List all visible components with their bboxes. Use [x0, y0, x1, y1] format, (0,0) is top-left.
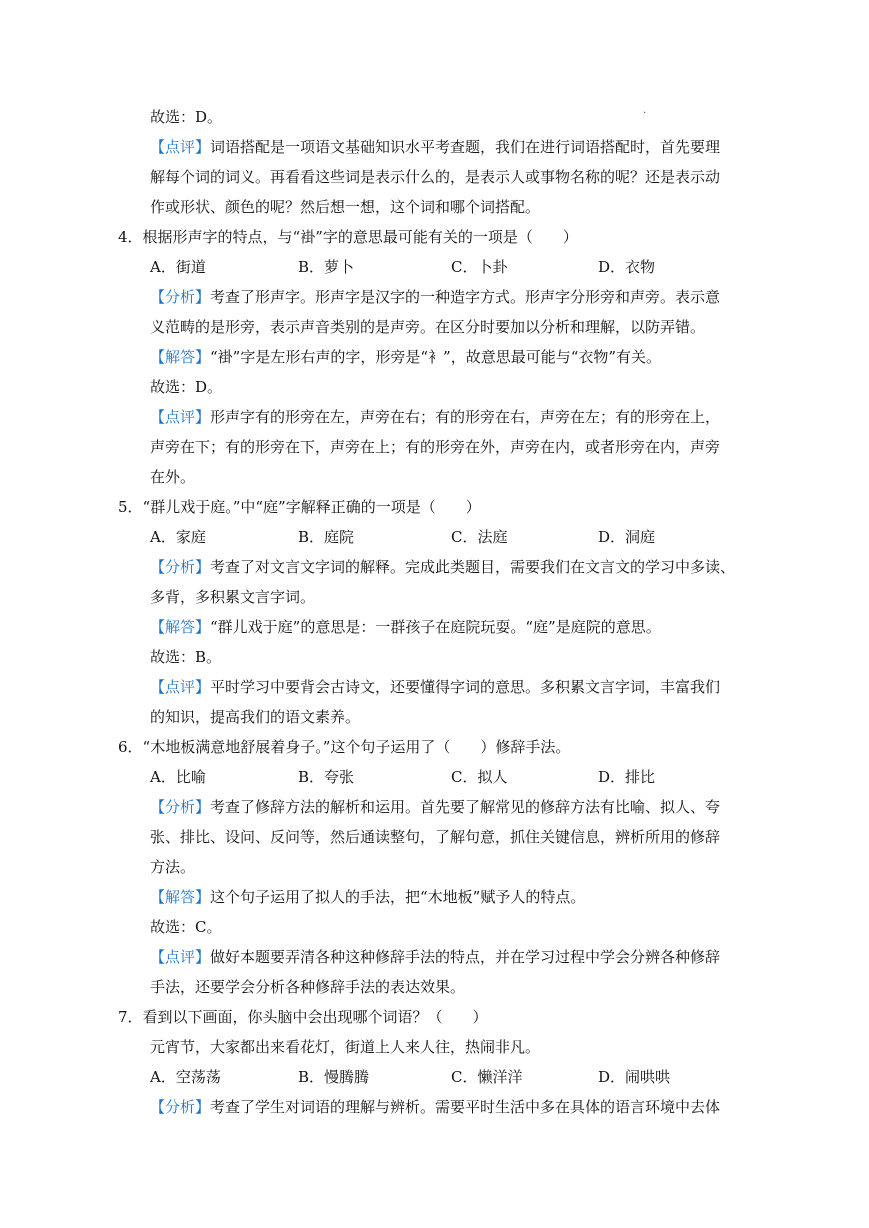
q3-comment-line-3: 作或形状、颜色的呢？然后想一想，这个词和哪个词搭配。	[150, 198, 541, 216]
q5-comment-line-2: 的知识，提高我们的语文素养。	[150, 708, 361, 726]
comment-tag: 【点评】	[150, 678, 211, 696]
q7-option-a: A．空荡荡	[150, 1068, 221, 1086]
comment-tag: 【点评】	[150, 138, 211, 156]
q6-solution-line-1: 【解答】这个句子运用了拟人的手法，把“木地板”赋予人的特点。	[150, 888, 586, 906]
stray-dot: ·	[643, 108, 647, 119]
q4-option-c: C．卜卦	[451, 258, 508, 276]
q7-option-c: C．懒洋洋	[451, 1068, 523, 1086]
q5-question: 5．“群儿戏于庭。”中“庭”字解释正确的一项是（ ）	[118, 498, 481, 516]
q4-comment-line-3: 在外。	[150, 468, 196, 486]
q6-option-c: C．拟人	[451, 768, 508, 786]
analysis-tag: 【分析】	[150, 798, 211, 816]
q4-solution-line-1: 【解答】“褂”字是左形右声的字，形旁是“衤”，故意思最可能与“衣物”有关。	[150, 348, 662, 366]
q6-option-a: A．比喻	[150, 768, 206, 786]
analysis-tag: 【分析】	[150, 558, 211, 576]
q5-option-a: A．家庭	[150, 528, 206, 546]
solution-tag: 【解答】	[150, 618, 211, 636]
q6-option-b: B．夸张	[298, 768, 355, 786]
q6-question: 6．“木地板满意地舒展着身子。”这个句子运用了（ ）修辞手法。	[118, 738, 571, 756]
q3-comment-line-2: 解每个词的词义。再看看这些词是表示什么的，是表示人或事物名称的呢？还是表示动	[150, 168, 721, 186]
q4-question: 4．根据形声字的特点，与“褂”字的意思最可能有关的一项是（ ）	[118, 228, 578, 246]
q4-option-d: D．衣物	[598, 258, 656, 276]
q3-answer: 故选：D。	[150, 108, 223, 126]
q5-option-b: B．庭院	[298, 528, 355, 546]
q6-comment-line-2: 手法，还要学会分析各种修辞手法的表达效果。	[150, 978, 466, 996]
comment-tag: 【点评】	[150, 948, 211, 966]
q4-analysis-line-1: 【分析】考查了形声字。形声字是汉字的一种造字方式。形声字分形旁和声旁。表示意	[150, 288, 721, 306]
q7-analysis-line-1: 【分析】考查了学生对词语的理解与辨析。需要平时生活中多在具体的语言环境中去体	[150, 1098, 721, 1116]
q7-stem: 元宵节，大家都出来看花灯，街道上人来人往，热闹非凡。	[150, 1038, 541, 1056]
q5-analysis-line-2: 多背，多积累文言字词。	[150, 588, 316, 606]
q4-option-b: B．萝卜	[298, 258, 355, 276]
solution-tag: 【解答】	[150, 348, 211, 366]
comment-tag: 【点评】	[150, 408, 211, 426]
q5-comment-line-1: 【点评】平时学习中要背会古诗文，还要懂得字词的意思。多积累文言字词，丰富我们	[150, 678, 721, 696]
analysis-tag: 【分析】	[150, 1098, 211, 1116]
q6-analysis-line-3: 方法。	[150, 858, 196, 876]
q6-analysis-line-2: 张、排比、设问、反问等，然后通读整句，了解句意，抓住关键信息，辨析所用的修辞	[150, 828, 721, 846]
q5-answer: 故选：B。	[150, 648, 222, 666]
q7-question: 7．看到以下画面，你头脑中会出现哪个词语？（ ）	[118, 1008, 488, 1026]
q4-analysis-line-2: 义范畴的是形旁，表示声音类别的是声旁。在区分时要加以分析和理解，以防弄错。	[150, 318, 706, 336]
q4-comment-line-1: 【点评】形声字有的形旁在左，声旁在右；有的形旁在右，声旁在左；有的形旁在上，	[150, 408, 721, 426]
q4-answer: 故选：D。	[150, 378, 223, 396]
q4-option-a: A．街道	[150, 258, 206, 276]
analysis-tag: 【分析】	[150, 288, 211, 306]
q5-option-d: D．洞庭	[598, 528, 656, 546]
q6-comment-line-1: 【点评】做好本题要弄清各种这种修辞手法的特点，并在学习过程中学会分辨各种修辞	[150, 948, 721, 966]
q3-comment-line-1: 【点评】词语搭配是一项语文基础知识水平考查题，我们在进行词语搭配时，首先要理	[150, 138, 721, 156]
q5-option-c: C．法庭	[451, 528, 508, 546]
q7-option-d: D．闹哄哄	[598, 1068, 671, 1086]
q5-solution-line-1: 【解答】“群儿戏于庭”的意思是：一群孩子在庭院玩耍。“庭”是庭院的意思。	[150, 618, 661, 636]
q6-answer: 故选：C。	[150, 918, 222, 936]
q7-option-b: B．慢腾腾	[298, 1068, 370, 1086]
q6-option-d: D．排比	[598, 768, 656, 786]
q5-analysis-line-1: 【分析】考查了对文言文字词的解释。完成此类题目，需要我们在文言文的学习中多读、	[150, 558, 736, 576]
q4-comment-line-2: 声旁在下；有的形旁在下，声旁在上；有的形旁在外，声旁在内，或者形旁在内，声旁	[150, 438, 721, 456]
solution-tag: 【解答】	[150, 888, 211, 906]
q6-analysis-line-1: 【分析】考查了修辞方法的解析和运用。首先要了解常见的修辞方法有比喻、拟人、夸	[150, 798, 721, 816]
